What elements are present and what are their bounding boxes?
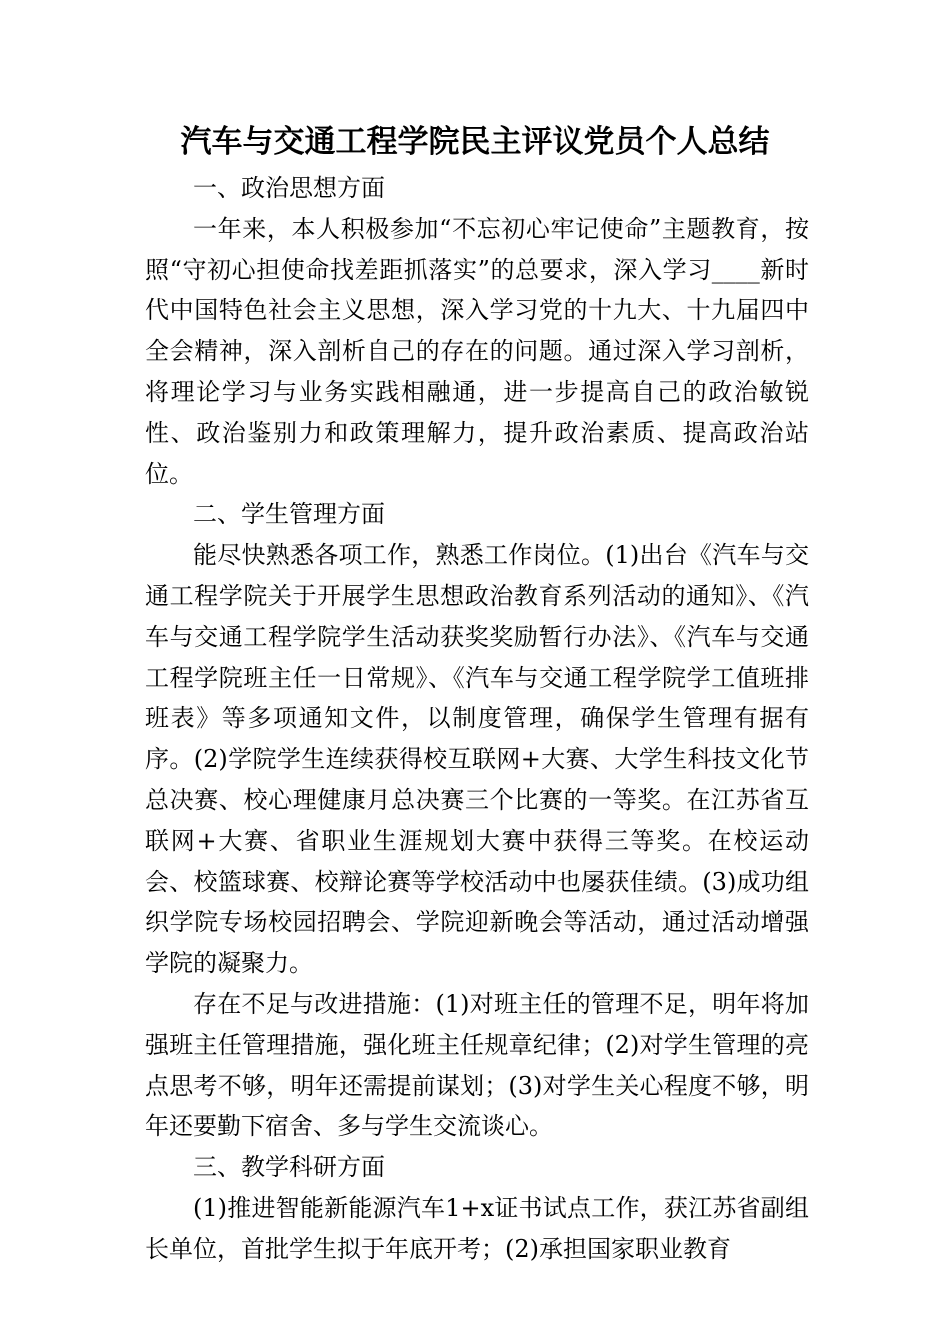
- paragraph-student-management: 能尽快熟悉各项工作，熟悉工作岗位。(1)出台《汽车与交通工程学院关于开展学生思想政治教育系列活动的通知》、《汽车与交通工程学院学生活动获奖奖励暂行办法》、《汽车与交通工程学院班主任一日常规》、《汽车与交通工程学院学工值班排班表》等多项通知文件，以制度管理，确保学生管理有据有序。(2)学院学生连续获得校互联网+大赛、大学生科技文化节总决赛、校心理健康月总决赛三个比赛的一等奖。在江苏省互联网+大赛、省职业生涯规划大赛中获得三等奖。在校运动会、校篮球赛、校辩论赛等学校活动中也屡获佳绩。(3)成功组织学院专场校园招聘会、学院迎新晚会等活动，通过活动增强学院的凝聚力。: [145, 541, 809, 978]
- document-title: 汽车与交通工程学院民主评议党员个人总结: [180, 124, 770, 160]
- section-heading-teaching-research: 三、教学科研方面: [193, 1153, 385, 1182]
- section-heading-student-management: 二、学生管理方面: [193, 500, 385, 529]
- document-body: [145, 168, 809, 1270]
- paragraph-politics: 一年来，本人积极参加“不忘初心牢记使命”主题教育，按照“守初心担使命找差距抓落实”的总要求，深入学习____新时代中国特色社会主义思想，深入学习党的十九大、十九届四中全会精神，深入剖析自己的存在的问题。通过深入学习剖析，将理论学习与业务实践相融通，进一步提高自己的政治敏锐性、政治鉴别力和政策理解力，提升政治素质、提高政治站位。: [145, 214, 809, 488]
- paragraph-teaching-research: (1)推进智能新能源汽车1+x证书试点工作，获江苏省副组长单位，首批学生拟于年底开考；(2)承担国家职业教育: [145, 1193, 809, 1263]
- paragraph-improvements: 存在不足与改进措施：(1)对班主任的管理不足，明年将加强班主任管理措施，强化班主任规章纪律；(2)对学生管理的亮点思考不够，明年还需提前谋划；(3)对学生关心程度不够，明年还要勤下宿舍、多与学生交流谈心。: [145, 989, 809, 1141]
- section-heading-politics: 一、政治思想方面: [193, 174, 385, 202]
